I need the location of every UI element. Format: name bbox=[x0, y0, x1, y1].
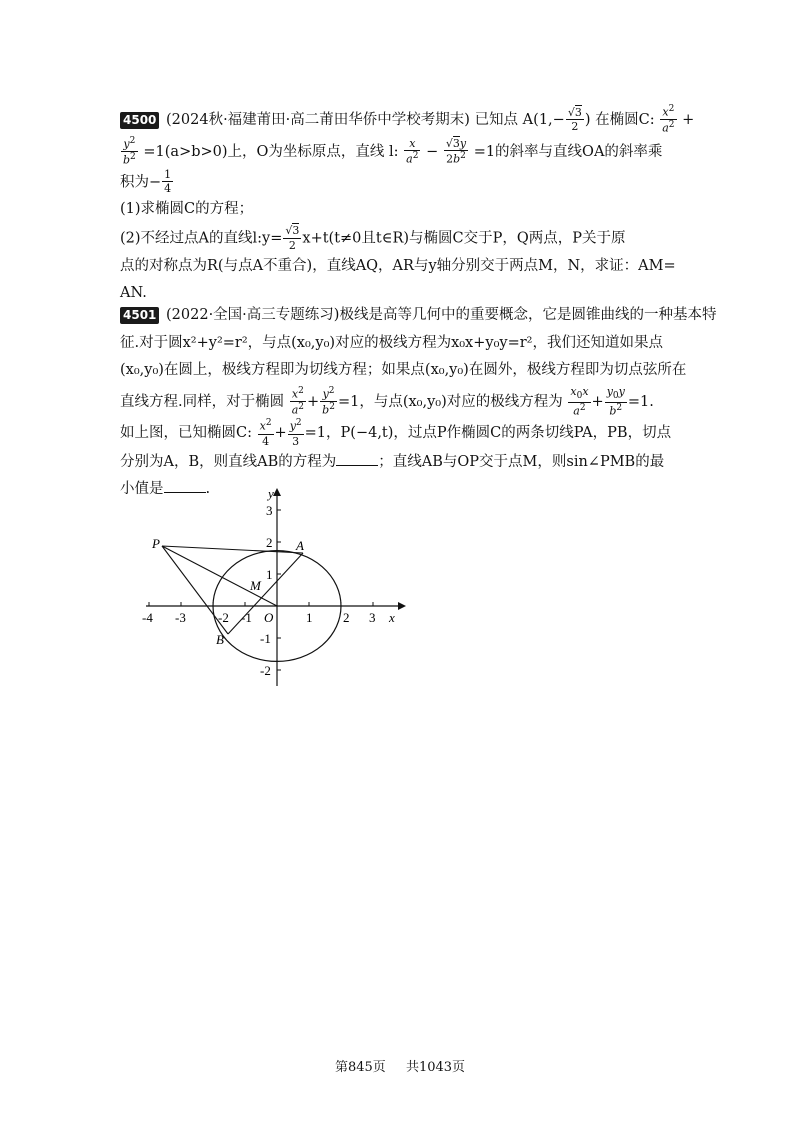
y-tick-label: -2 bbox=[260, 663, 271, 678]
x-axis-arrow bbox=[398, 602, 406, 610]
ellipse-diagram bbox=[140, 486, 410, 691]
x-tick-label: 3 bbox=[369, 610, 376, 625]
text-line-4c: =1. bbox=[627, 393, 654, 410]
text-line-4a: 直线方程.同样，对于椭圆 bbox=[120, 393, 285, 410]
minus-sign: − bbox=[426, 143, 439, 160]
point-p-label: P bbox=[152, 536, 160, 551]
y-axis-arrow bbox=[273, 488, 281, 496]
intro-text: 已知点 bbox=[474, 111, 519, 128]
text-line-1: 极线是高等几何中的重要概念，它是圆锥曲线的一种基本特 bbox=[339, 307, 717, 323]
question-2-cont: x+t(t≠0且t∈R)与椭圆C交于P，Q两点，P关于原 bbox=[302, 230, 626, 247]
equation-tail: =1的斜率与直线OA的斜率乘 bbox=[473, 143, 663, 160]
y-tick-label: 2 bbox=[266, 535, 273, 550]
x-tick-label: -2 bbox=[218, 610, 229, 625]
x-tick-label: -1 bbox=[241, 610, 252, 625]
page-number: 第845页 bbox=[334, 1060, 386, 1075]
text-line-5b: =1，P(−4,t)，过点P作椭圆C的两条切线PA，PB，切点 bbox=[304, 425, 672, 442]
problem-4500: 4500 (2024秋·福建莆田·高二莆田华侨中学校考期末) 已知点 A(1,− $\frac{√3}{2}$ ) 在椭圆C: $\frac{x^2}{a^2}$ + $\frac{y^2}{b^2}$ =1(a>b>0)上，O为坐标原点，直线 l: $\frac{x}{a^2}$ − $\frac{√3y}{2b^2}$ =1的斜率与直线OA的斜率乘 积为− $\frac{1}{4}$ (1)求椭圆C的方程； (2)不经过点A的直线l:y= $\frac{√3}{2}$ x+t(t≠0且t∈R)与椭圆C交于P，Q两点，P关于原 点的对称点为R(与点A不重合)，直线AQ，AR与y轴分别交于两点M，N，求证：AM= AN. bbox=[120, 104, 680, 308]
text-line-6b: ；直线AB与OP交于点M，则sin∠PMB的最 bbox=[378, 453, 665, 470]
y-axis-label: y bbox=[268, 486, 274, 501]
origin-label: O bbox=[264, 610, 274, 625]
text-line-7b: . bbox=[205, 481, 211, 498]
line-op bbox=[162, 546, 277, 606]
problem-source: (2024秋·福建莆田·高二莆田华侨中学校考期末) bbox=[166, 111, 470, 128]
text-line-5a: 如上图，已知椭圆C: bbox=[120, 425, 252, 442]
point-m-label: M bbox=[250, 578, 261, 593]
problem-4501: 4501 (2022·全国·高三专题练习)极线是高等几何中的重要概念，它是圆锥曲线的一种基本特 征.对于圆x²+y²=r²，与点(x₀,y₀)对应的极线方程为x₀x+y₀y=r²，我们还知道如果点 (x₀,y₀)在圆上，极线方程即为切线方程；如果点(x₀,y₀)在圆外，极线方程即为切点弦所在 直线方程.同样，对于椭圆 $\frac{x^2}{a^2}$ + $\frac{y^2}{b^2}$ =1，与点(x₀,y₀)对应的极线方程为 $\frac{x_0x}{a^2}$ + $\frac{y_0y}{b^2}$ =1. 如上图，已知椭圆C: $\frac{x^2}{4}$ + $\frac{y^2}{3}$ =1，P(−4,t)，过点P作椭圆C的两条切线PA，PB，切点 分别为A，B，则直线AB的方程为 ；直线AB与OP交于点M，则sin∠PMB的最 小值是 . bbox=[120, 307, 717, 498]
product-text: 积为− bbox=[120, 173, 162, 190]
tangent-line-pa bbox=[162, 546, 303, 553]
question-2-line3: AN. bbox=[120, 285, 147, 302]
answer-blank-1[interactable] bbox=[336, 453, 378, 466]
point-b-label: B bbox=[216, 632, 224, 647]
page-footer bbox=[0, 1056, 800, 1075]
y-tick-label: -1 bbox=[260, 631, 271, 646]
tangent-line-pb bbox=[162, 546, 228, 634]
text-line-6a: 分别为A，B，则直线AB的方程为 bbox=[120, 453, 337, 470]
condition-text: =1(a>b>0)上，O为坐标原点，直线 bbox=[143, 143, 385, 160]
line-l-label: l: bbox=[389, 143, 399, 160]
text-line-3: (x₀,y₀)在圆上，极线方程即为切线方程；如果点(x₀,y₀)在圆外，极线方程即为切点弦所在 bbox=[120, 362, 687, 379]
question-1: (1)求椭圆C的方程； bbox=[120, 201, 254, 218]
x-axis-label: x bbox=[389, 610, 395, 625]
ellipse-figure bbox=[140, 486, 410, 695]
text-line-7a: 小值是 bbox=[120, 481, 164, 498]
problem-id-badge: 4500 bbox=[120, 112, 159, 129]
text-line-2: 征.对于圆x²+y²=r²，与点(x₀,y₀)对应的极线方程为x₀x+y₀y=r²，我们还知道如果点 bbox=[120, 334, 663, 351]
total-pages: 共1043页 bbox=[405, 1060, 466, 1075]
x-tick-label: 1 bbox=[306, 610, 313, 625]
x-tick-label: -3 bbox=[175, 610, 186, 625]
x-tick-label: 2 bbox=[343, 610, 350, 625]
y-tick-label: 1 bbox=[266, 567, 273, 582]
problem-id-badge: 4501 bbox=[120, 307, 159, 324]
point-a-label: A bbox=[522, 111, 534, 128]
ellipse-c-text: 在椭圆C: bbox=[595, 111, 655, 128]
text-line-4b: =1，与点(x₀,y₀)对应的极线方程为 bbox=[337, 393, 563, 410]
question-2-start: (2)不经过点A的直线l:y= bbox=[120, 230, 283, 247]
problem-source: (2022·全国·高三专题练习) bbox=[166, 307, 340, 323]
y-tick-label: 3 bbox=[266, 503, 273, 518]
plus-sign: + bbox=[682, 111, 695, 128]
point-a-label: A bbox=[296, 538, 304, 553]
question-2-line2: 点的对称点为R(与点A不重合)，直线AQ，AR与y轴分别交于两点M，N，求证：AM= bbox=[120, 257, 676, 274]
x-tick-label: -4 bbox=[142, 610, 153, 625]
